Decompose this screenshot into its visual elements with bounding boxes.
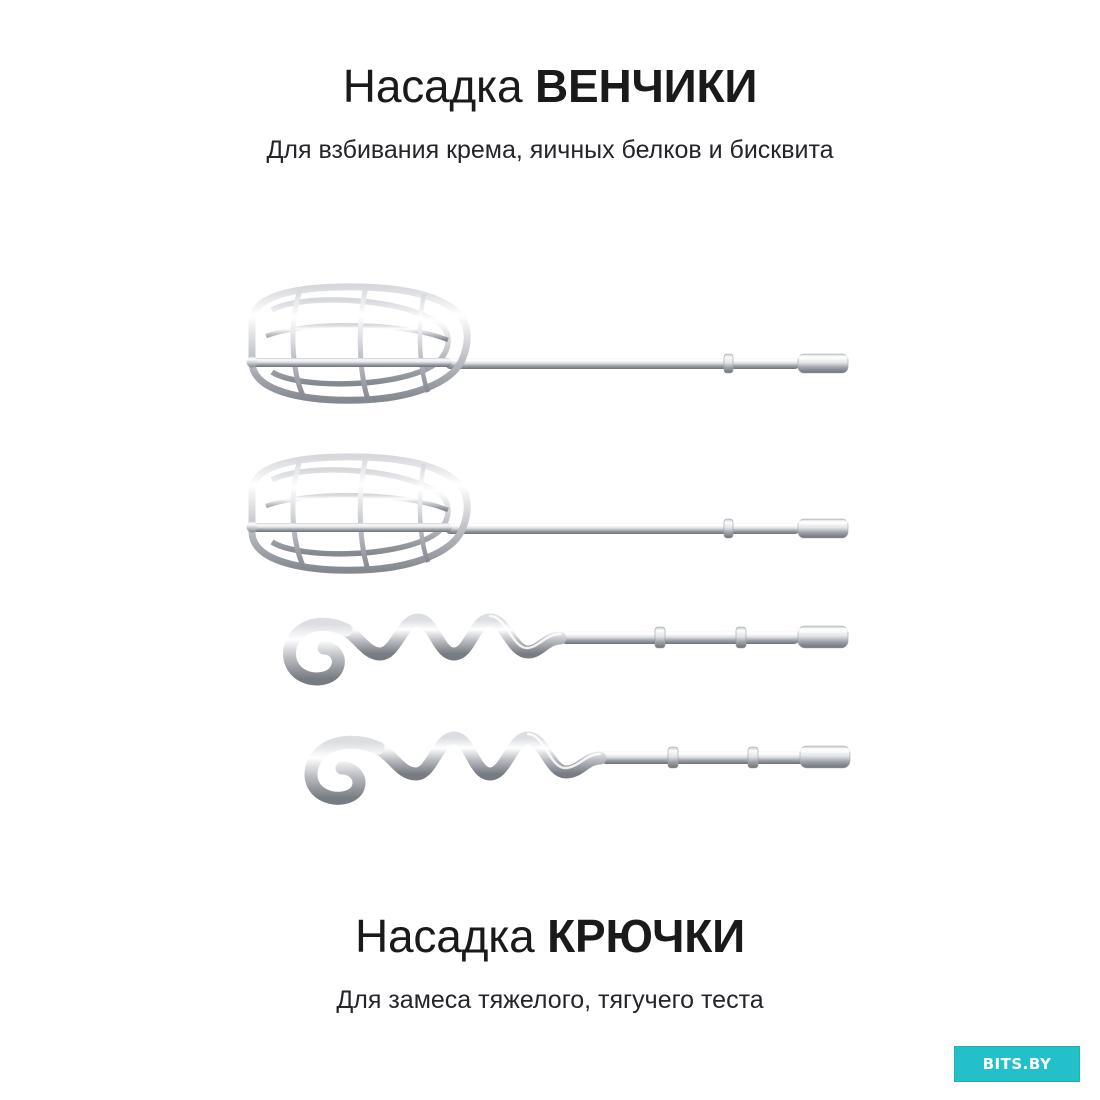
product-photo xyxy=(0,250,1100,850)
top-heading-strong: ВЕНЧИКИ xyxy=(534,60,758,112)
bottom-subheading: Для замеса тяжелого, тягучего теста xyxy=(336,986,764,1014)
dough-hook-2 xyxy=(311,734,850,798)
bottom-heading-strong: КРЮЧКИ xyxy=(547,910,745,962)
top-heading-prefix: Насадка xyxy=(342,60,535,112)
attachments-illustration xyxy=(0,250,1100,850)
top-text-block xyxy=(0,58,1100,166)
watermark-badge xyxy=(954,1046,1080,1082)
beater-whisk-1 xyxy=(247,287,849,400)
bottom-heading-prefix: Насадка xyxy=(355,910,548,962)
watermark-label: BITS.BY xyxy=(982,1055,1052,1073)
dough-hook-1 xyxy=(290,616,849,679)
bottom-text-block xyxy=(0,908,1100,1016)
top-subheading: Для взбивания крема, яичных белков и бисквита xyxy=(266,136,834,164)
top-heading xyxy=(0,58,1100,114)
bottom-heading xyxy=(0,908,1100,964)
beater-whisk-2 xyxy=(247,457,849,570)
